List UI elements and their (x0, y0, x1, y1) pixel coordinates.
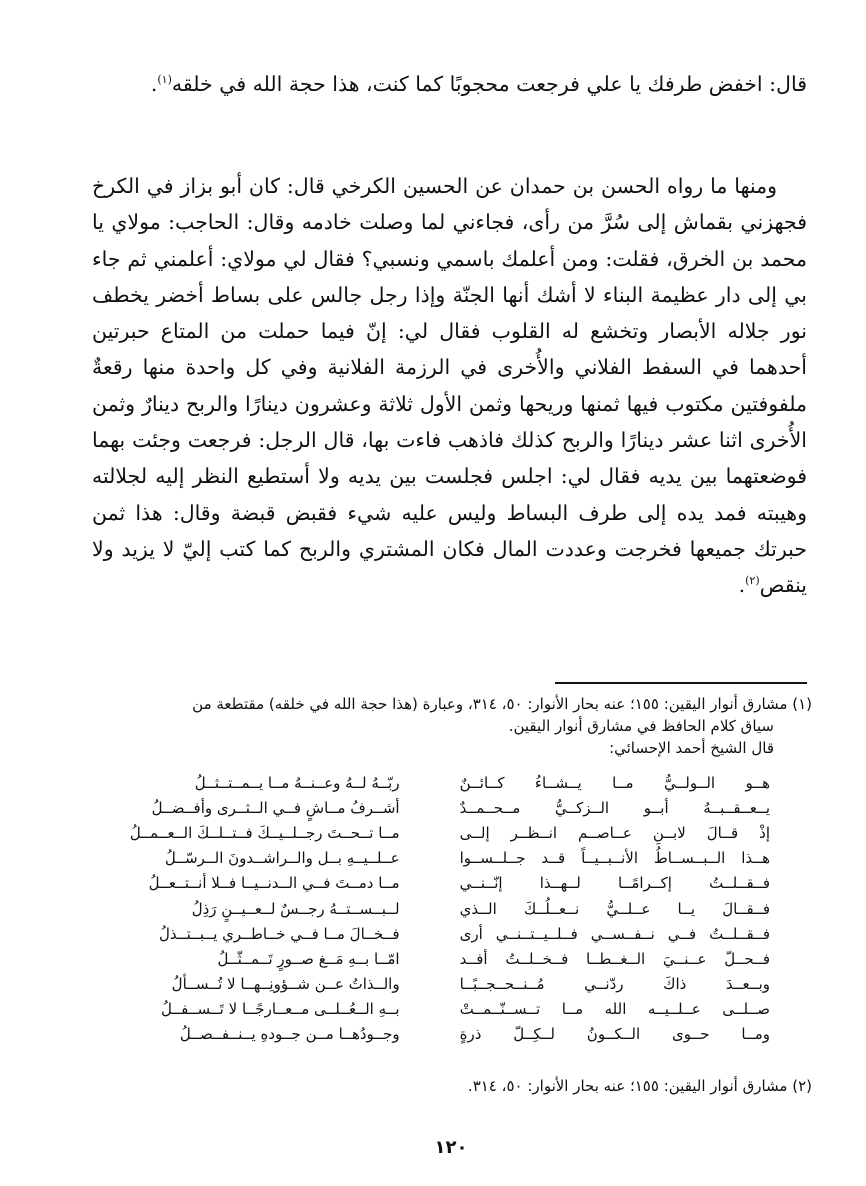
paragraph-1-period: . (150, 72, 158, 96)
footnote-ref-1: (١) (157, 73, 172, 87)
poem-hemistich-first: وبــعــدَ ذاكَ ردّنــي مُــنــحــجــبًــا (459, 975, 770, 994)
paragraph-2 (92, 168, 807, 604)
poem-hemistich-first: هــذا الــبــســاطُ الأنــبــيــاً قــد جــلــســوا (459, 849, 770, 868)
poem-verse (128, 770, 808, 795)
poem-hemistich-second: لــبــســتــهُ رجــسٌ لــعــيــنٍ رَذِلُ (191, 899, 400, 918)
poem-hemistich-first: يــعــقــبــهُ أبــو الــزكــيُّ مــحــمــدٌ (459, 798, 770, 817)
poem-verse (128, 846, 808, 871)
poem-hemistich-second: مــا دمــتَ فــي الــدنــيــا فــلا أنــتــعــلُ (148, 874, 400, 893)
page-number: ١٢٠ (434, 1137, 468, 1158)
footnote-separator (555, 682, 807, 684)
poem-verse (128, 972, 808, 997)
poem-hemistich-first: فــحــلّ عــنــيَ الــغــطــا فــخــلــتُ أفــد (459, 949, 770, 968)
footnote-ref-2: (٢) (745, 574, 760, 588)
footnote-2 (92, 1075, 812, 1097)
poem-verse (128, 997, 808, 1022)
footnote-2-line: (٢) مشارق أنوار اليقين: ١٥٥؛ عنه بحار الأنوار: ٥٠، ٣١٤. (467, 1077, 812, 1095)
paragraph-1 (92, 66, 807, 102)
poem-verse (128, 1022, 808, 1047)
poem-hemistich-second: عــلــيــهِ بــل والــراشــدونَ الــرسّــلُ (164, 849, 400, 868)
poem-verse (128, 921, 808, 946)
footnote-1-poem-intro: قال الشيخ أحمد الإحسائي: (609, 739, 774, 757)
poem-hemistich-second: والــذاتُ عــن شــؤونِــهــا لا تُــســألُ (171, 975, 400, 994)
poem-hemistich-second: امّــا بــهِ مَــغ صــورٍ تَــمــثّــلُ (217, 949, 400, 968)
poem-hemistich-second: وجــودُهــا مــن جــودهِ يــنــفــصــلُ (179, 1025, 400, 1044)
poem-hemistich-second: بــهِ الــعُــلــى مــعــارجًــا لا تَــســفــلُ (160, 1000, 400, 1019)
paragraph-2-text: ومنها ما رواه الحسن بن حمدان عن الحسين الكرخي قال: كان أبو بزاز في الكرخ فجهزني بقماش إلى سُرَّ من رأى، فجاءني لما وصلت خادمه وقال: الحاجب: مولاي يا محمد بن الخرق، فقلت: ومن أعلمك باسمي ونسبي؟ فقال لي مولاي: أعلمني ثم جاء بي إلى دار عظيمة البناء لا أشك أنها الجنّة وإذا رجل جالس على بساط أخضر يخطف نور جلاله الأبصار وتخشع له القلوب فقال لي: إنّ فيما حملت من المتاع حبرتين أحدهما في السفط الفلاني والأُخرى في الرزمة الفلانية وفي كل واحدة منها رقعةٌ ملفوفتين مكتوب فيها ثمنها وريحها وثمن الأول ثلاثة وعشرون دينارًا والربح دينارٌ وثمن الأُخرى اثنا عشر دينارًا والربح كذلك فاذهب فاءت بها، قال الرجل: فرجعت وجئت بهما فوضعتهما بين يديه فقال لي: اجلس فجلست بين يديه ولا أستطيع النظر إليه لجلالته وهيبته فمد يده إلى طرف البساط وليس عليه شيء فقبض قبضة وقال: هذا ثمن حبرتك جميعها فخرجت وعددت المال فكان المشتري والربح كما كتب إليّ لا يزيد ولا ينقص (92, 174, 807, 598)
poem-hemistich-second: أشــرفُ مــاشٍ فــي الــثــرى وأفــضــلُ (151, 798, 400, 817)
poem-hemistich-first: فــقــالَ يــا عــلــيُّ نــعــلُــكَ الــذي (459, 899, 770, 918)
poem-hemistich-first: فــقــلــتُ فــي نــفــســي فــلــيــتــنــي أرى (459, 924, 770, 943)
poem-verse (128, 795, 808, 820)
poem (128, 770, 808, 1047)
poem-hemistich-second: ربّــهُ لــهُ وعــنــهُ مــا يــمــتــثــلُ (194, 773, 400, 792)
footnote-1 (92, 693, 812, 759)
paragraph-1-text: قال: اخفض طرفك يا علي فرجعت محجوبًا كما كنت، هذا حجة الله في خلقه (171, 72, 807, 96)
poem-verse (128, 946, 808, 971)
poem-hemistich-second: مــا تــحــتَ رجــلــيــكَ فــتــلــكَ الــعــمــلُ (129, 823, 400, 842)
footnote-1-line-2: سياق كلام الحافظ في مشارق أنوار اليقين. (508, 717, 774, 735)
poem-verse (128, 871, 808, 896)
footnote-1-line-1: (١) مشارق أنوار اليقين: ١٥٥؛ عنه بحار الأنوار: ٥٠، ٣١٤، وعبارة (هذا حجة الله في خلقه) مقتطعة من (192, 695, 812, 713)
poem-verse (128, 896, 808, 921)
poem-hemistich-first: صــلــى عــلــيــه الله مــا تــســنّــمــتْ (459, 1000, 770, 1019)
paragraph-2-period: . (738, 573, 746, 598)
poem-hemistich-first: فــقــلــتُ إكــرامًــا لــهــذا إنّــنــي (459, 874, 770, 893)
poem-hemistich-first: إذْ قــالَ لابــنِ عــاصــم انــظــر إلــى (459, 823, 770, 842)
poem-verse (128, 820, 808, 845)
poem-hemistich-first: هــو الــولــيُّ مــا يــشــاءُ كــائــنٌ (459, 773, 770, 792)
poem-hemistich-first: ومــا حــوى الــكــونُ لــكِــلّ ذرةٍ (459, 1025, 770, 1044)
poem-hemistich-second: فــخــالَ مــا فــي خــاطــري يــبــتــذلُ (159, 924, 400, 943)
